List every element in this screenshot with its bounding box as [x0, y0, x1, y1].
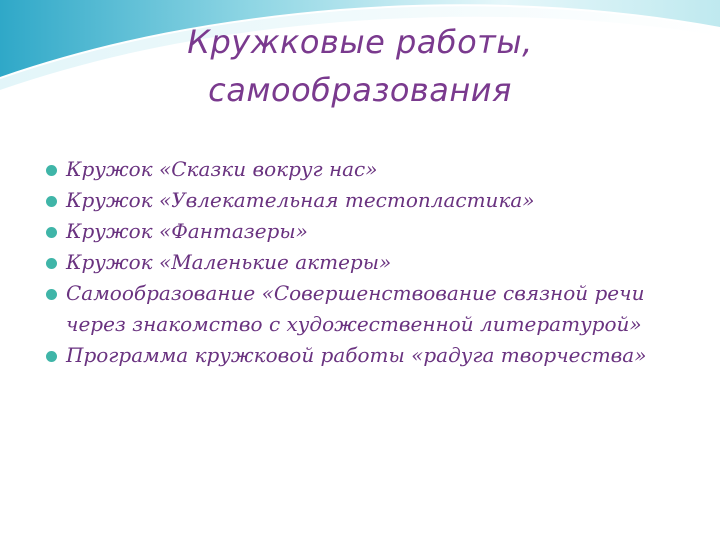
bullet-dot-icon [46, 289, 57, 300]
list-item-text: Кружок «Фантазеры» [66, 219, 308, 243]
slide-title-line-2: самообразования [208, 71, 512, 109]
list-item-text: Кружок «Маленькие актеры» [66, 250, 392, 274]
slide-title-line-1: Кружковые работы, [187, 23, 533, 61]
list-item-text: Кружок «Увлекательная тестопластика» [66, 188, 535, 212]
slide-title [0, 18, 720, 114]
bullet-dot-icon [46, 258, 57, 269]
list-item [44, 247, 684, 278]
list-item [44, 216, 684, 247]
list-item [44, 185, 684, 216]
list-item-text: Кружок «Сказки вокруг нас» [66, 157, 378, 181]
bullet-list [44, 154, 684, 371]
list-item-text: Самообразование «Совершенствование связной речи через знакомство с художественной литературой» [66, 281, 645, 336]
bullet-dot-icon [46, 351, 57, 362]
list-item-text: Программа кружковой работы «радуга творчества» [66, 343, 647, 367]
content-area [44, 154, 684, 371]
bullet-dot-icon [46, 165, 57, 176]
bullet-dot-icon [46, 227, 57, 238]
bullet-dot-icon [46, 196, 57, 207]
list-item [44, 340, 684, 371]
list-item [44, 278, 684, 340]
list-item [44, 154, 684, 185]
